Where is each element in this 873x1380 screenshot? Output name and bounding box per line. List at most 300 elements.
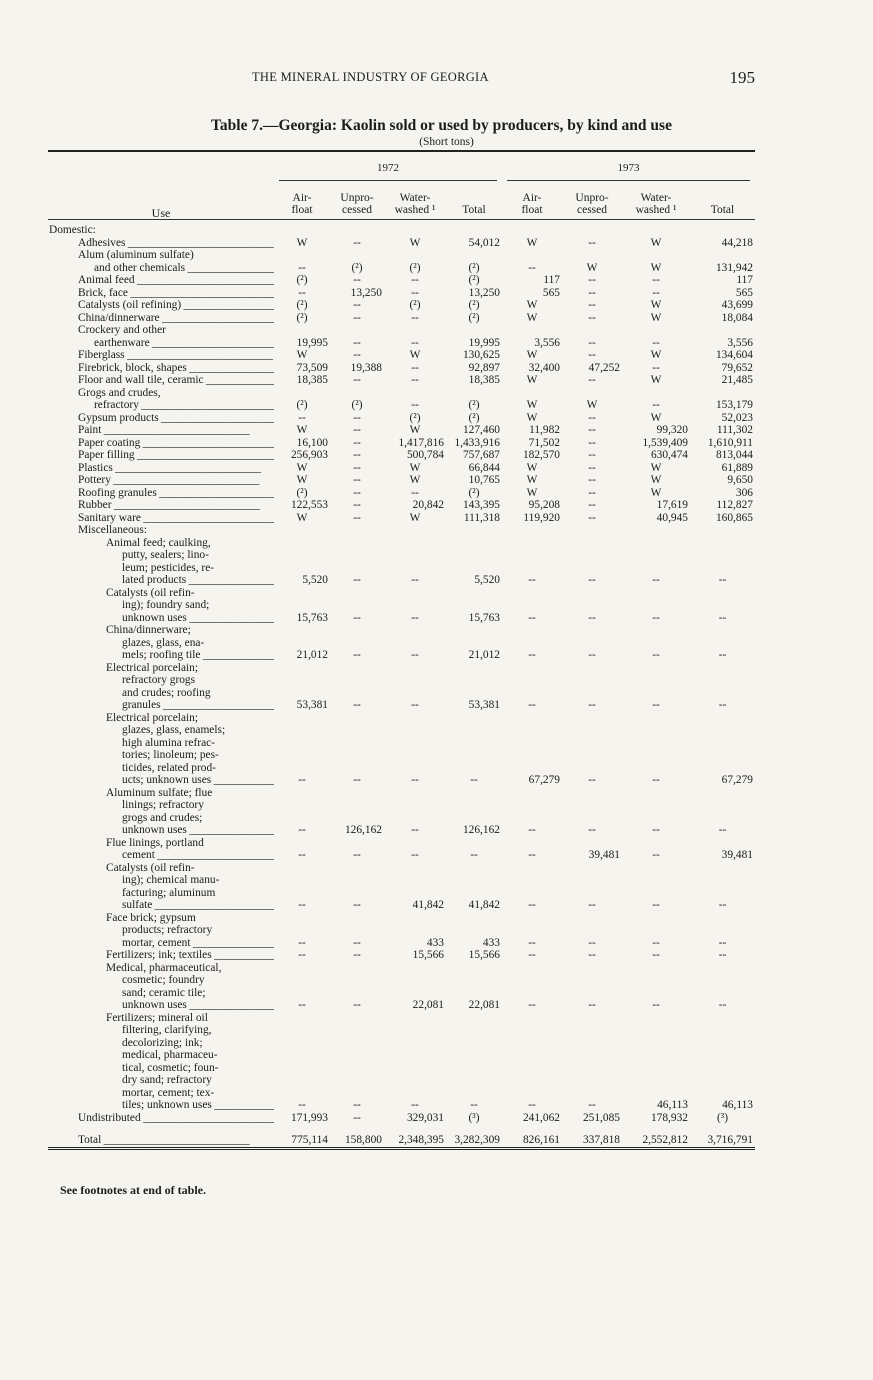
table-cell: 112,827 — [716, 499, 753, 511]
table-cell: (²) — [468, 274, 480, 286]
table-cell: -- — [588, 336, 596, 349]
table-row — [48, 587, 755, 625]
table-cell: -- — [528, 936, 536, 949]
table-cell: -- — [411, 699, 419, 711]
table-row — [48, 1112, 755, 1125]
table-row — [48, 237, 755, 250]
kaolin-table — [48, 150, 755, 1150]
table-cell: -- — [528, 649, 536, 661]
table-cell: W — [586, 261, 598, 274]
table-row — [48, 962, 755, 1012]
table-cell: -- — [588, 999, 596, 1011]
table-cell: 111,302 — [716, 424, 753, 436]
table-row — [48, 287, 755, 300]
table-cell: 134,604 — [715, 349, 753, 361]
row-label: Firebrick, block, shapes _____ — [48, 362, 274, 375]
table-cell: -- — [588, 486, 596, 499]
table-cell: 171,993 — [290, 1111, 328, 1124]
table-cell: 21,012 — [468, 649, 500, 661]
table-cell: -- — [353, 299, 361, 311]
table-cell: -- — [588, 824, 596, 836]
table-cell: 111,318 — [463, 511, 500, 524]
table-row — [48, 424, 755, 437]
table-cell: W — [650, 411, 662, 424]
row-label: Floor and wall tile, ceramic _____ — [48, 374, 274, 387]
table-cell: -- — [588, 899, 596, 911]
table-cell: -- — [718, 699, 727, 711]
table-cell: 21,485 — [721, 374, 753, 386]
table-cell: W — [650, 349, 662, 361]
table-cell: -- — [411, 824, 419, 836]
section-label: Miscellaneous: — [78, 524, 147, 536]
table-cell: -- — [298, 899, 306, 911]
table-cell: (²) — [468, 311, 480, 324]
table-cell: W — [296, 461, 308, 474]
table-cell: W — [586, 399, 598, 411]
table-cell: (²) — [468, 486, 480, 499]
table-cell: -- — [528, 699, 536, 711]
table-cell: 13,250 — [350, 286, 382, 299]
section-domestic — [48, 224, 755, 237]
running-title: THE MINERAL INDUSTRY OF GEORGIA — [252, 70, 489, 84]
table-cell: W — [650, 311, 662, 324]
table-cell: 41,842 — [412, 899, 444, 911]
table-cell: -- — [588, 411, 596, 424]
table-cell: -- — [353, 936, 361, 949]
table-cell: -- — [652, 274, 660, 286]
table-cell: -- — [353, 774, 361, 786]
table-cell: 18,084 — [721, 311, 753, 324]
table-cell: -- — [588, 461, 596, 474]
table-cell: (²) — [296, 274, 308, 286]
table-cell: 11,982 — [529, 424, 560, 436]
table-cell: (²) — [468, 261, 480, 274]
row-label: Electrical porcelain; glazes, glass, enamels; high alumina refrac- tories; linoleum; pes- ticides, related prod- ucts; unknown uses _____ — [48, 712, 274, 787]
table-title: Table 7.—Georgia: Kaolin sold or used by producers, by kind and use — [211, 117, 672, 134]
table-cell: 131,942 — [715, 261, 753, 274]
table-cell: W — [526, 311, 538, 324]
table-cell: 17,619 — [656, 499, 688, 511]
table-cell: 39,481 — [721, 849, 753, 861]
table-cell: 160,865 — [715, 511, 753, 524]
column-header: Air- float — [274, 180, 330, 220]
table-cell: 19,995 — [468, 336, 500, 349]
table-cell: -- — [588, 699, 596, 711]
table-cell: 127,460 — [462, 424, 500, 436]
row-label: Sanitary ware _____ — [48, 512, 274, 525]
page-number: 195 — [729, 68, 755, 87]
table-row — [48, 912, 755, 950]
total-cell: 2,348,395 — [384, 1124, 446, 1148]
table-cell: 53,381 — [468, 699, 500, 711]
table-cell: 500,784 — [406, 449, 444, 461]
table-cell: 61,889 — [721, 461, 753, 474]
table-row — [48, 662, 755, 712]
column-header: Unpro- cessed — [562, 180, 622, 220]
row-label: Fertilizers; mineral oil filtering, clarifying, decolorizing; ink; medical, pharmaceu- tical, cosmetic; foun- dry sand; refractory mortar, cement; tex- tiles; unknown uses _____ — [48, 1012, 274, 1112]
table-cell: -- — [411, 374, 419, 386]
table-cell: -- — [353, 236, 361, 249]
table-cell: 813,044 — [715, 449, 753, 461]
table-cell: 44,218 — [721, 236, 753, 249]
table-cell: 130,625 — [462, 349, 500, 361]
table-cell: 3,556 — [727, 336, 753, 349]
table-cell: -- — [353, 849, 361, 861]
row-label: Fertilizers; ink; textiles _____ — [48, 949, 274, 962]
table-cell: -- — [411, 1099, 419, 1111]
table-cell: 5,520 — [474, 574, 500, 586]
table-cell: 329,031 — [406, 1111, 444, 1124]
table-cell: -- — [353, 611, 361, 624]
table-cell: -- — [411, 574, 419, 586]
table-cell: W — [650, 236, 662, 249]
table-cell: -- — [652, 336, 660, 349]
table-cell: -- — [588, 574, 596, 586]
table-cell: -- — [528, 949, 536, 961]
row-label: Aluminum sulfate; flue linings; refractory grogs and crudes; unknown uses _____ — [48, 787, 274, 837]
table-cell: -- — [588, 949, 596, 961]
table-cell: -- — [353, 649, 361, 661]
table-row — [48, 312, 755, 325]
table-row — [48, 274, 755, 287]
row-label: Catalysts (oil refin- ing); foundry sand; unknown uses _____ — [48, 587, 274, 625]
column-header: Air- float — [502, 180, 562, 220]
section-miscellaneous — [48, 524, 755, 537]
row-label: Animal feed; caulking, putty, sealers; lino- leum; pesticides, re- lated products _____ — [48, 537, 274, 587]
table-cell: 117 — [543, 274, 560, 286]
table-row — [48, 324, 755, 349]
table-cell: -- — [298, 849, 306, 861]
row-label: Paint _____ — [48, 424, 274, 437]
table-cell: W — [650, 486, 662, 499]
table-cell: W — [409, 461, 421, 474]
table-cell: -- — [588, 1099, 596, 1111]
table-row — [48, 499, 755, 512]
table-cell: -- — [411, 311, 419, 324]
table-cell: (³) — [716, 1111, 728, 1124]
table-cell: (²) — [468, 299, 480, 311]
row-label: Paper filling _____ — [48, 449, 274, 462]
row-label: Alum (aluminum sulfate) and other chemicals _____ — [48, 249, 274, 274]
row-label: Gypsum products _____ — [48, 412, 274, 425]
table-cell: W — [409, 474, 421, 486]
table-cell: -- — [353, 1111, 361, 1124]
table-cell: 143,395 — [462, 499, 500, 511]
table-cell: W — [526, 486, 538, 499]
table-cell: -- — [652, 361, 660, 374]
table-cell: 67,279 — [721, 774, 753, 786]
column-header: Unpro- cessed — [330, 180, 384, 220]
table-cell: -- — [718, 999, 727, 1011]
table-cell: (²) — [296, 311, 308, 324]
table-cell: -- — [718, 574, 727, 586]
row-label: Brick, face _____ — [48, 287, 274, 300]
table-cell: 21,012 — [296, 649, 328, 661]
row-label: Undistributed _____ — [48, 1112, 274, 1125]
table-row — [48, 437, 755, 450]
table-cell: 565 — [735, 286, 753, 299]
table-cell: -- — [718, 824, 727, 836]
table-cell: 182,570 — [522, 449, 560, 461]
table-row — [48, 862, 755, 912]
table-cell: W — [296, 236, 308, 249]
table-cell: 433 — [426, 936, 444, 949]
table-cell: -- — [298, 824, 306, 836]
year-header-1973: 1973 — [502, 151, 755, 180]
table-cell: W — [650, 374, 662, 386]
table-cell: 433 — [482, 936, 500, 949]
table-cell: -- — [588, 474, 596, 486]
table-cell: -- — [652, 611, 660, 624]
table-cell: 1,433,916 — [454, 436, 500, 449]
total-cell: 337,818 — [562, 1124, 622, 1148]
table-cell: 99,320 — [656, 424, 688, 436]
table-cell: 241,062 — [522, 1111, 560, 1124]
row-label: Face brick; gypsum products; refractory mortar, cement _____ — [48, 912, 274, 950]
table-cell: 565 — [542, 286, 560, 299]
section-label: Domestic: — [49, 224, 96, 236]
table-title-block — [0, 117, 873, 148]
table-cell: W — [526, 461, 538, 474]
table-cell: -- — [652, 949, 660, 961]
table-cell: 39,481 — [588, 849, 620, 861]
table-cell: W — [409, 511, 421, 524]
table-cell: -- — [588, 611, 596, 624]
table-cell: -- — [528, 1099, 536, 1111]
table-cell: -- — [588, 511, 596, 524]
table-cell: W — [409, 349, 421, 361]
row-label: Paper coating _____ — [48, 437, 274, 450]
table-cell: 122,553 — [290, 499, 328, 511]
total-cell: 3,716,791 — [690, 1124, 755, 1148]
table-cell: 1,539,409 — [642, 436, 688, 449]
total-row — [48, 1124, 755, 1148]
row-label: Fiberglass _____ — [48, 349, 274, 362]
table-cell: -- — [298, 286, 306, 299]
table-row — [48, 712, 755, 787]
table-cell: 66,844 — [468, 461, 500, 474]
table-cell: 18,385 — [296, 374, 328, 386]
table-cell: -- — [528, 899, 536, 911]
row-label: Plastics _____ — [48, 462, 274, 475]
table-cell: (²) — [409, 261, 421, 274]
table-row — [48, 462, 755, 475]
table-cell: W — [296, 511, 308, 524]
table-cell: -- — [411, 611, 419, 624]
row-label: Rubber _____ — [48, 499, 274, 512]
table-cell: 306 — [735, 486, 753, 499]
table-cell: -- — [353, 499, 361, 511]
table-cell: -- — [528, 611, 536, 624]
table-cell: -- — [652, 649, 660, 661]
table-row — [48, 374, 755, 387]
table-cell: W — [526, 349, 538, 361]
row-label: Flue linings, portland cement _____ — [48, 837, 274, 862]
table-cell: -- — [353, 574, 361, 586]
table-row — [48, 474, 755, 487]
row-label: Grogs and crudes, refractory _____ — [48, 387, 274, 412]
table-cell: 20,842 — [412, 499, 444, 511]
table-cell: -- — [411, 486, 419, 499]
table-cell: 22,081 — [412, 999, 444, 1011]
row-label: Crockery and other earthenware _____ — [48, 324, 274, 349]
row-label: Medical, pharmaceutical, cosmetic; foundry sand; ceramic tile; unknown uses _____ — [48, 962, 274, 1012]
table-cell: 15,566 — [468, 949, 500, 961]
table-cell: W — [650, 474, 662, 486]
table-cell: -- — [353, 424, 361, 436]
table-cell: 13,250 — [468, 286, 500, 299]
table-cell: 119,920 — [523, 511, 560, 524]
page-header — [0, 68, 873, 92]
use-column-header: Use — [48, 151, 274, 220]
table-cell: -- — [528, 261, 536, 274]
table-cell: 73,509 — [296, 361, 328, 374]
table-cell: -- — [411, 274, 419, 286]
table-cell: -- — [411, 286, 419, 299]
table-cell: 16,100 — [296, 436, 328, 449]
table-cell: 15,566 — [412, 949, 444, 961]
table-cell: -- — [298, 411, 306, 424]
row-label: Pottery _____ — [48, 474, 274, 487]
table-cell: 251,085 — [582, 1111, 620, 1124]
table-cell: -- — [353, 449, 361, 461]
table-row — [48, 949, 755, 962]
table-row — [48, 349, 755, 362]
table-row — [48, 512, 755, 525]
table-cell: -- — [528, 574, 536, 586]
table-cell: 71,502 — [528, 436, 560, 449]
table-row — [48, 362, 755, 375]
table-cell: 1,610,911 — [707, 436, 753, 449]
row-label: Adhesives _____ — [48, 237, 274, 250]
table-cell: -- — [353, 899, 361, 911]
table-cell: -- — [588, 374, 596, 386]
table-cell: -- — [528, 849, 536, 861]
table-cell: -- — [353, 461, 361, 474]
table-cell: -- — [588, 499, 596, 511]
row-label: Catalysts (oil refining) _____ — [48, 299, 274, 312]
table-row — [48, 1012, 755, 1112]
table-cell: -- — [588, 311, 596, 324]
table-cell: 19,388 — [350, 361, 382, 374]
table-cell: 15,763 — [296, 611, 328, 624]
table-cell: -- — [718, 899, 727, 911]
table-row — [48, 487, 755, 500]
table-row — [48, 787, 755, 837]
table-cell: -- — [470, 849, 478, 861]
table-cell: -- — [298, 949, 306, 961]
table-cell: 92,897 — [468, 361, 500, 374]
row-label: Roofing granules _____ — [48, 487, 274, 500]
table-cell: -- — [588, 286, 596, 299]
table-cell: -- — [298, 999, 306, 1011]
table-cell: -- — [588, 649, 596, 661]
table-row — [48, 249, 755, 274]
table-cell: 46,113 — [657, 1099, 688, 1111]
table-cell: -- — [411, 849, 419, 861]
total-cell: 3,282,309 — [446, 1124, 502, 1148]
table-cell: W — [650, 261, 662, 274]
table-cell: -- — [470, 774, 478, 786]
table-row — [48, 837, 755, 862]
table-cell: (²) — [296, 299, 308, 311]
table-row — [48, 624, 755, 662]
table-cell: 40,945 — [656, 511, 688, 524]
row-label: Animal feed _____ — [48, 274, 274, 287]
table-cell: -- — [353, 999, 361, 1011]
table-cell: W — [296, 474, 308, 486]
table-cell: -- — [718, 936, 727, 949]
table-row — [48, 449, 755, 462]
table-cell: -- — [652, 899, 660, 911]
table-cell: W — [650, 299, 662, 311]
table-cell: W — [526, 374, 538, 386]
table-cell: -- — [588, 236, 596, 249]
table-cell: 52,023 — [721, 411, 753, 424]
row-label: China/dinnerware _____ — [48, 312, 274, 325]
table-cell: -- — [353, 436, 361, 449]
table-cell: 630,474 — [650, 449, 688, 461]
table-cell: -- — [652, 936, 660, 949]
table-cell: W — [526, 399, 538, 411]
table-cell: 10,765 — [468, 474, 500, 486]
table-cell: (²) — [351, 399, 363, 411]
table-cell: (²) — [468, 399, 480, 411]
table-cell: -- — [353, 411, 361, 424]
table-cell: -- — [652, 699, 660, 711]
table-row — [48, 387, 755, 412]
table-cell: -- — [353, 1099, 361, 1111]
table-cell: 47,252 — [588, 361, 620, 374]
table-cell: (³) — [468, 1111, 480, 1124]
table-cell: 126,162 — [462, 824, 500, 836]
table-cell: 256,903 — [290, 449, 328, 461]
table-cell: (²) — [409, 411, 421, 424]
table-cell: -- — [652, 849, 660, 861]
table-cell: W — [526, 299, 538, 311]
table-cell: W — [650, 461, 662, 474]
table-cell: -- — [411, 774, 419, 786]
column-header: Total — [690, 180, 755, 220]
table-cell: -- — [652, 399, 660, 411]
table-cell: W — [526, 411, 538, 424]
table-cell: -- — [298, 261, 306, 274]
column-header: Total — [446, 180, 502, 220]
table-cell: -- — [718, 949, 727, 961]
row-label: China/dinnerware; glazes, glass, ena- mels; roofing tile _____ — [48, 624, 274, 662]
table-row — [48, 537, 755, 587]
table-cell: -- — [652, 286, 660, 299]
table-cell: -- — [411, 649, 419, 661]
total-cell: 826,161 — [502, 1124, 562, 1148]
row-label: Electrical porcelain; refractory grogs and crudes; roofing granules _____ — [48, 662, 274, 712]
table-cell: W — [526, 474, 538, 486]
table-cell: 46,113 — [722, 1099, 753, 1111]
table-cell: -- — [353, 486, 361, 499]
table-cell: -- — [528, 999, 536, 1011]
table-cell: -- — [588, 436, 596, 449]
table-cell: 126,162 — [344, 824, 382, 836]
table-cell: -- — [353, 336, 361, 349]
table-cell: 117 — [736, 274, 753, 286]
table-cell: (²) — [296, 486, 308, 499]
table-cell: 5,520 — [302, 574, 328, 586]
table-row — [48, 299, 755, 312]
table-cell: -- — [652, 999, 660, 1011]
table-cell: 43,699 — [721, 299, 753, 311]
table-cell: -- — [298, 774, 306, 786]
table-cell: 18,385 — [468, 374, 500, 386]
